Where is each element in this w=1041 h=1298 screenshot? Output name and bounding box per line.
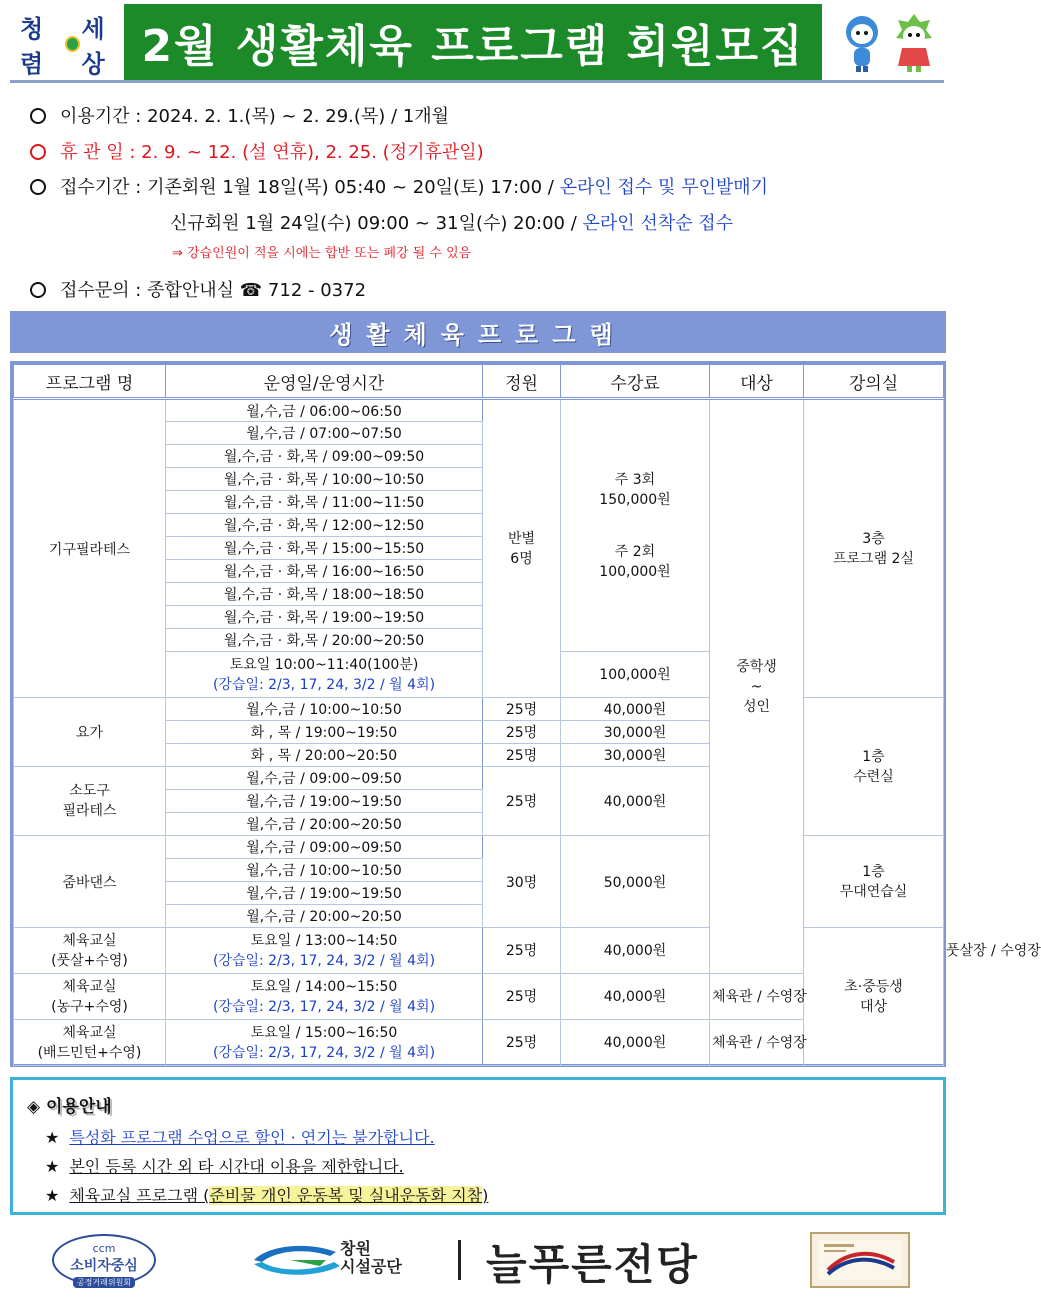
program-kids-basketball: 체육교실 (농구+수영) xyxy=(14,974,166,1020)
header-room: 강의실 xyxy=(804,365,944,399)
page-title: 2월 생활체육 프로그램 회원모집 xyxy=(124,4,822,80)
circle-bullet-icon xyxy=(30,282,46,298)
schedule-cell: 월,수,금 · 화,목 / 09:00~09:50 xyxy=(166,445,483,468)
star-icon: ★ xyxy=(45,1157,60,1176)
program-pilates: 기구필라테스 xyxy=(14,399,166,698)
program-kids-badminton: 체육교실 (배드민턴+수영) xyxy=(14,1020,166,1066)
holiday-value: 2. 9. ~ 12. (설 연휴), 2. 25. (정기휴관일) xyxy=(141,142,484,163)
fee-cell: 40,000원 xyxy=(561,928,710,974)
service-quality-cert xyxy=(810,1232,910,1288)
header-schedule: 운영일/운영시간 xyxy=(166,365,483,399)
inquiry-phone: 712 - 0372 xyxy=(267,280,367,301)
schedule-cell: 월,수,금 · 화,목 / 10:00~10:50 xyxy=(166,468,483,491)
schedule-cell: 월,수,금 / 06:00~06:50 xyxy=(166,399,483,422)
fee-cell: 40,000원 xyxy=(561,1020,710,1066)
diamond-bullet-icon: ◈ xyxy=(27,1097,41,1117)
schedule-cell: 월,수,금 / 10:00~10:50 xyxy=(166,698,483,721)
notice-item: ★ 체육교실 프로그램 (준비물 개인 운동복 및 실내운동화 지참) xyxy=(45,1186,489,1205)
period-label: 이용기간 xyxy=(60,106,130,127)
schedule-cell: 월,수,금 · 화,목 / 15:00~15:50 xyxy=(166,537,483,560)
circle-bullet-icon xyxy=(30,144,46,160)
capacity-cell: 25명 xyxy=(483,721,561,744)
cert-badge-icon xyxy=(818,1240,902,1280)
sodogu-capacity: 25명 xyxy=(483,767,561,836)
schedule-cell: 화 , 목 / 20:00~20:50 xyxy=(166,744,483,767)
new-member-period xyxy=(170,209,733,235)
pilates-capacity: 반별 6명 xyxy=(483,399,561,698)
schedule-cell: 월,수,금 / 07:00~07:50 xyxy=(166,422,483,445)
footer xyxy=(10,1226,944,1292)
capacity-cell: 25명 xyxy=(483,1020,561,1066)
phone-icon: ☎ xyxy=(239,280,263,301)
notice-title: ◈ 이용안내 xyxy=(27,1097,112,1117)
schedule-cell: 월,수,금 / 09:00~09:50 xyxy=(166,836,483,859)
cheongnyeom-logo: 청렴 세상 xyxy=(20,14,105,78)
program-banner: 생활체육프로그램 xyxy=(10,311,946,353)
header-fee: 수강료 xyxy=(561,365,710,399)
ccm-logo: ccm 소비자중심 공정거래위원회 xyxy=(52,1234,156,1286)
program-yoga: 요가 xyxy=(14,698,166,767)
schedule-cell: 월,수,금 / 20:00~20:50 xyxy=(166,813,483,836)
header xyxy=(10,4,944,82)
capacity-cell: 25명 xyxy=(483,744,561,767)
schedule-cell: 월,수,금 / 09:00~09:50 xyxy=(166,767,483,790)
existing-member-method: 온라인 접수 및 무인발매기 xyxy=(559,177,769,198)
period-value: 2024. 2. 1.(목) ~ 2. 29.(목) / 1개월 xyxy=(147,106,450,127)
capacity-cell: 25명 xyxy=(483,698,561,721)
pilates-saturday: 토요일 10:00~11:40(100분) (강습일: 2/3, 17, 24, 3/2 / 월 4회) xyxy=(166,652,483,698)
room-cell: 체육관 / 수영장 xyxy=(710,974,804,1020)
program-kids-futsal: 체육교실 (풋살+수영) xyxy=(14,928,166,974)
holiday-label: 휴 관 일 xyxy=(60,142,124,163)
circle-bullet-icon xyxy=(30,179,46,195)
mascot-green-icon xyxy=(892,12,936,74)
fee-cell: 40,000원 xyxy=(561,974,710,1020)
usage-period: 이용기간 : 2024. 2. 1.(목) ~ 2. 29.(목) / 1개월 xyxy=(30,102,449,128)
reception-period: 접수기간 : 기존회원 1월 18일(목) 05:40 ~ 20일(토) 17:00 / 온라인 접수 및 무인발매기 xyxy=(30,173,768,199)
new-member-method: 온라인 선착순 접수 xyxy=(582,213,734,234)
capacity-cell: 25명 xyxy=(483,974,561,1020)
schedule-cell: 월,수,금 · 화,목 / 20:00~20:50 xyxy=(166,629,483,652)
fee-cell: 40,000원 xyxy=(561,698,710,721)
fee-cell: 30,000원 xyxy=(561,744,710,767)
table-row: 체육교실 (풋살+수영) 토요일 / 13:00~14:50 (강습일: 2/3, 17, 24, 3/2 / 월 4회) 25명 40,000원 초·중등생 대상 풋살장 / 수영장 xyxy=(14,928,944,974)
table-row xyxy=(14,836,944,859)
new-member-text: 신규회원 1월 24일(수) 09:00 ~ 31일(수) 20:00 / xyxy=(170,213,577,234)
capacity-cell: 25명 xyxy=(483,928,561,974)
circle-bullet-icon xyxy=(30,108,46,124)
header-program: 프로그램 명 xyxy=(14,365,166,399)
notice-item: ★ 특성화 프로그램 수업으로 할인 · 연기는 불가합니다. xyxy=(45,1128,435,1147)
room-cell: 체육관 / 수영장 xyxy=(710,1020,804,1066)
neulpureun-logo: 늘푸른전당 xyxy=(486,1240,699,1289)
program-sodogu: 소도구 필라테스 xyxy=(14,767,166,836)
program-zumba: 줌바댄스 xyxy=(14,836,166,928)
schedule-cell: 월,수,금 · 화,목 / 16:00~16:50 xyxy=(166,560,483,583)
schedule-cell: 토요일 / 14:00~15:50 (강습일: 2/3, 17, 24, 3/2 / 월 4회) xyxy=(166,974,483,1020)
reception-label: 접수기간 xyxy=(60,177,130,198)
schedule-cell: 월,수,금 / 19:00~19:50 xyxy=(166,882,483,905)
program-table xyxy=(10,361,1041,1067)
notice-item: ★ 본인 등록 시간 외 타 시간대 이용을 제한합니다. xyxy=(45,1157,404,1176)
inquiry-label: 접수문의 xyxy=(60,280,130,301)
zumba-fee: 50,000원 xyxy=(561,836,710,928)
cancellation-note: ⇒ 강습인원이 적을 시에는 합반 또는 폐강 될 수 있음 xyxy=(172,246,472,261)
schedule-cell: 토요일 / 15:00~16:50 (강습일: 2/3, 17, 24, 3/2 / 월 4회) xyxy=(166,1020,483,1066)
zumba-capacity: 30명 xyxy=(483,836,561,928)
schedule-cell: 월,수,금 · 화,목 / 19:00~19:50 xyxy=(166,606,483,629)
inquiry-value: 종합안내실 xyxy=(147,280,235,301)
table-row xyxy=(14,399,944,422)
pilates-room: 3층 프로그램 2실 xyxy=(804,399,944,698)
existing-member-period: 기존회원 1월 18일(목) 05:40 ~ 20일(토) 17:00 / xyxy=(147,177,554,198)
table-header-row xyxy=(14,365,944,399)
fee-cell: 30,000원 xyxy=(561,721,710,744)
schedule-cell: 월,수,금 · 화,목 / 11:00~11:50 xyxy=(166,491,483,514)
sodogu-fee: 40,000원 xyxy=(561,767,710,836)
mascot-blue-icon xyxy=(840,12,884,74)
table-row xyxy=(14,698,944,721)
footer-divider xyxy=(458,1240,461,1280)
schedule-cell: 월,수,금 / 10:00~10:50 xyxy=(166,859,483,882)
schedule-cell: 월,수,금 / 20:00~20:50 xyxy=(166,905,483,928)
changwon-text: 창원 시설공단 xyxy=(340,1239,402,1276)
schedule-cell: 토요일 / 13:00~14:50 (강습일: 2/3, 17, 24, 3/2 / 월 4회) xyxy=(166,928,483,974)
inquiry: 접수문의 : 종합안내실 ☎ 712 - 0372 xyxy=(30,276,366,302)
zumba-room: 1층 무대연습실 xyxy=(804,836,944,928)
schedule-cell: 화 , 목 / 19:00~19:50 xyxy=(166,721,483,744)
yoga-room: 1층 수련실 xyxy=(804,698,944,836)
header-target: 대상 xyxy=(710,365,804,399)
target-adult: 중학생 ~ 성인 xyxy=(710,399,804,974)
schedule-cell: 월,수,금 / 19:00~19:50 xyxy=(166,790,483,813)
closed-days: 휴 관 일 : 2. 9. ~ 12. (설 연휴), 2. 25. (정기휴관일) xyxy=(30,138,484,164)
pilates-saturday-fee: 100,000원 xyxy=(561,652,710,698)
target-kids: 초·중등생 대상 xyxy=(804,928,944,1066)
star-icon: ★ xyxy=(45,1128,60,1147)
star-icon: ★ xyxy=(45,1186,60,1205)
mascot-images xyxy=(836,12,944,76)
header-capacity: 정원 xyxy=(483,365,561,399)
pilates-fee: 주 3회 150,000원 주 2회 100,000원 xyxy=(561,399,710,652)
usage-notice xyxy=(10,1077,946,1215)
schedule-cell: 월,수,금 · 화,목 / 12:00~12:50 xyxy=(166,514,483,537)
header-divider xyxy=(10,80,944,83)
schedule-cell: 월,수,금 · 화,목 / 18:00~18:50 xyxy=(166,583,483,606)
